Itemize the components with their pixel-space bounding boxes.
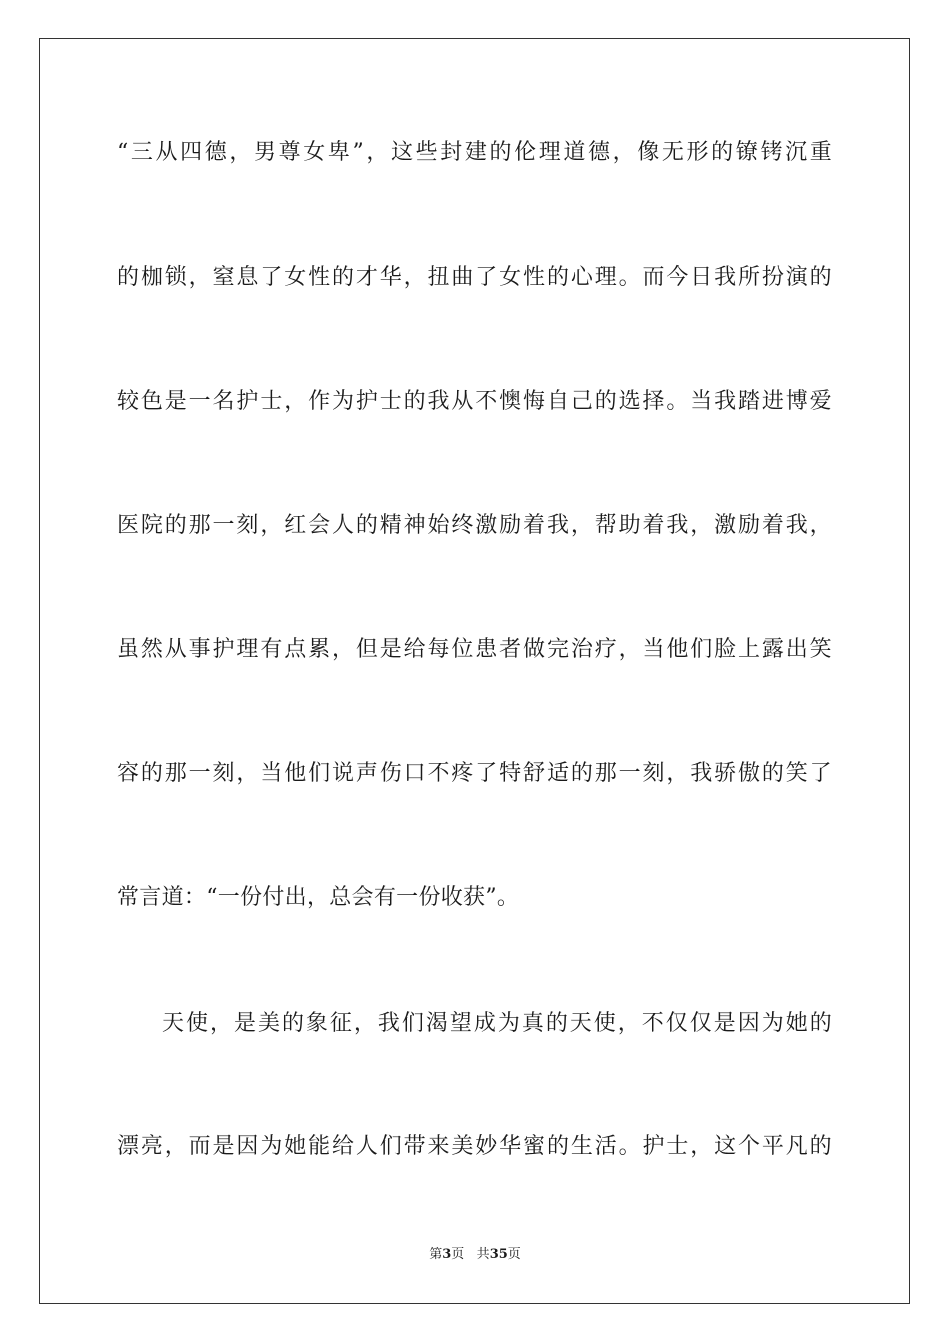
page-footer: [0, 1246, 950, 1264]
body-text-line-1: “三从四德，男尊女卑”，这些封建的伦理道德，像无形的镣铐沉重: [117, 140, 832, 165]
body-text-line-8: 天使，是美的象征，我们渴望成为真的天使，不仅仅是因为她的: [162, 1011, 832, 1036]
body-text-line-9: 漂亮，而是因为她能给人们带来美妙华蜜的生活。护士，这个平凡的: [117, 1134, 832, 1159]
footer-page-prefix: 第: [429, 1247, 443, 1262]
footer-page-suffix: 页: [451, 1247, 465, 1262]
body-text-line-4: 医院的那一刻，红会人的精神始终激励着我，帮助着我，激励着我，: [117, 513, 832, 538]
footer-total-pages: 35: [489, 1247, 508, 1262]
body-text-line-2: 的枷锁，窒息了女性的才华，扭曲了女性的心理。而今日我所扮演的: [117, 265, 832, 290]
footer-total-prefix: 共: [476, 1247, 490, 1262]
page-border: [39, 38, 910, 1304]
body-text-line-6: 容的那一刻，当他们说声伤口不疼了特舒适的那一刻，我骄傲的笑了: [117, 761, 832, 786]
body-text-line-3: 较色是一名护士，作为护士的我从不懊悔自己的选择。当我踏进博爱: [117, 389, 832, 414]
footer-total-suffix: 页: [507, 1247, 521, 1262]
body-text-line-5: 虽然从事护理有点累，但是给每位患者做完治疗，当他们脸上露出笑: [117, 637, 832, 662]
footer-page-number: 3: [442, 1247, 452, 1262]
body-text-line-7: 常言道：“一份付出，总会有一份收获”。: [117, 885, 520, 910]
